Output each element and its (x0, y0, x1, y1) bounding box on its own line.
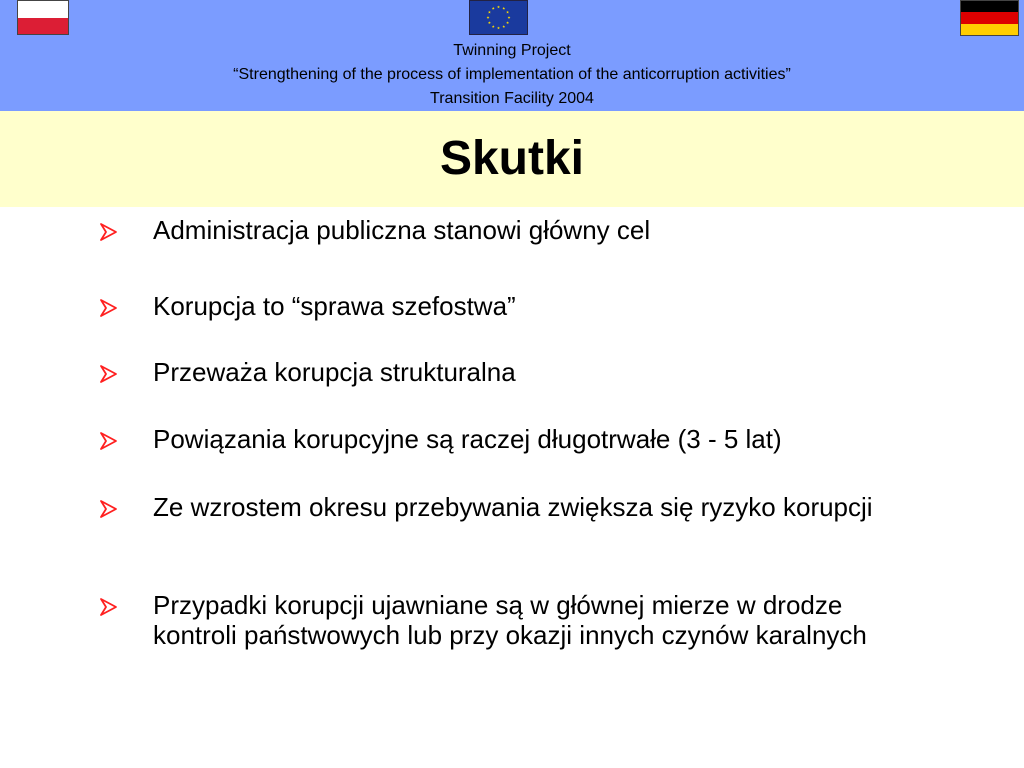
header-line-subtitle: “Strengthening of the process of implementation of the anticorruption activities” (233, 66, 791, 83)
bullet-text: Powiązania korupcyjne są raczej długotrwałe (3 - 5 lat) (153, 424, 782, 454)
bullet-text: Przypadki korupcji ujawniane są w głównej mierze w drodze kontroli państwowych lub przy okazji innych czynów karalnych (153, 590, 867, 650)
arrow-bullet-icon (96, 298, 120, 318)
arrow-bullet-icon (96, 597, 120, 617)
arrow-bullet-icon (96, 431, 120, 451)
bullet-text: Przeważa korupcja strukturalna (153, 357, 516, 387)
bullet-text: Korupcja to “sprawa szefostwa” (153, 291, 516, 321)
bullet-text: Administracja publiczna stanowi główny cel (153, 215, 651, 245)
arrow-bullet-icon (96, 222, 120, 242)
slide-title: Skutki (439, 132, 585, 185)
arrow-bullet-icon (96, 499, 120, 519)
header-line-project: Twinning Project (453, 42, 571, 59)
bullet-text: Ze wzrostem okresu przebywania zwiększa się ryzyko korupcji (153, 492, 873, 522)
header-line-facility: Transition Facility 2004 (430, 90, 594, 107)
arrow-bullet-icon (96, 364, 120, 384)
